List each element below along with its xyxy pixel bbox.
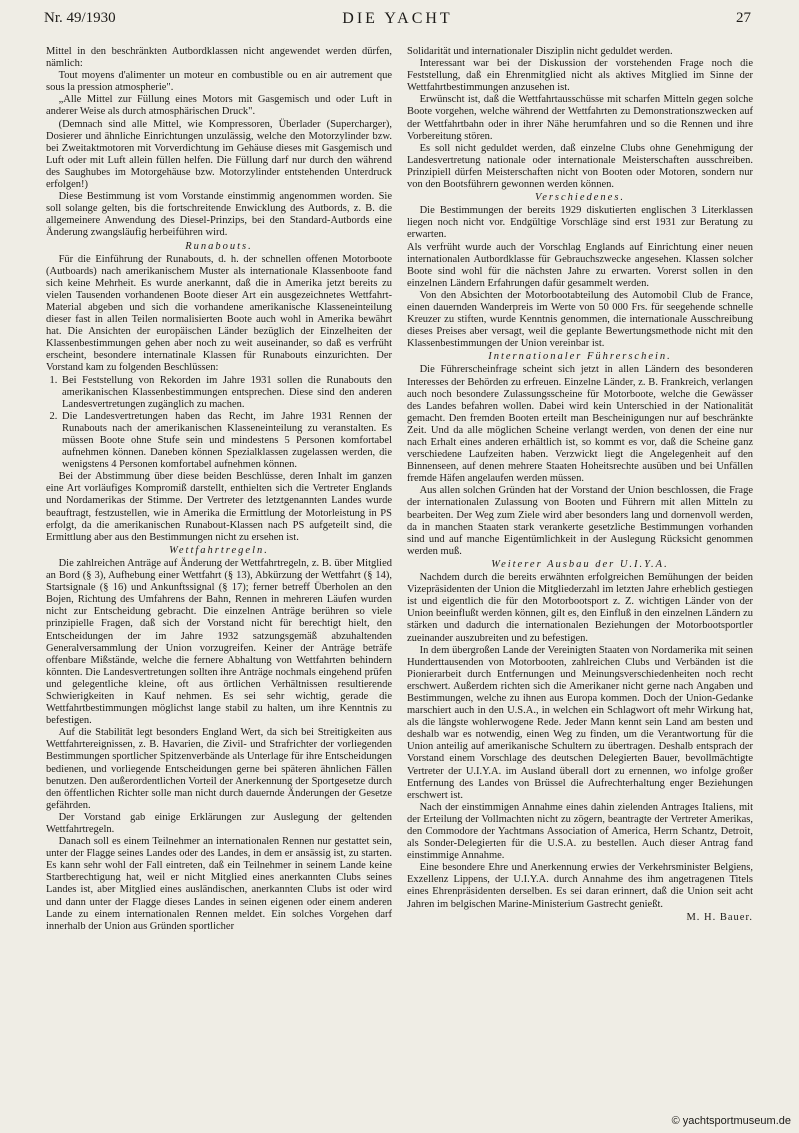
- paragraph: Nachdem durch die bereits erwähnten erfolgreichen Bemühungen der beiden Vizepräsidenten der Union die Mitgliederzahl im letzten Jahre erheblich gestiegen ist und eigentlich die für den Motorbootsport z. Z. wichtigen Länder von der Union beeinflußt werden können, gilt es, den Einfluß in den einzelnen Ländern zu stärken und dadurch die internationalen Beziehungen der Motorbootsportler zueinander auszubreiten und zu befestigen.: [407, 572, 753, 644]
- left-column: [46, 46, 392, 933]
- list-item: 1. Bei Feststellung von Rekorden im Jahre 1931 sollen die Runabouts den amerikanischen Klassenbestimmungen entsprechen. Diese sind den anderen Landesvertretungen zugänglich zu machen.: [60, 375, 392, 411]
- paragraph: Für die Einführung der Runabouts, d. h. der schnellen offenen Motorboote (Autboards) nach amerikanischem Muster als internationale Klassenboote fand sich keine Mehrheit. Es wurde anerkannt, daß die in Amerika jetzt bereits zu vielen Tausenden vorhandenen Boote dieser Art ein ausgezeichnetes Wettfahrt-Material abgeben und sich die vorhandene amerikanische Klasseneinteilung dieser fast in allen Teilen normalisierten Boote auch wohl in Amerika bewährt hat. Die Ansichten der europäischen Länder bezüglich der Einzelheiten der Klassenbestimmungen gehen aber noch zu weit auseinander, so daß es verfrüht erscheint, besondere internatinale Klassen für Runabouts einzurichten. Der Vorstand kam zu folgenden Beschlüssen:: [46, 253, 392, 374]
- paragraph: Die Bestimmungen der bereits 1929 diskutierten englischen 3 Literklassen liegen noch nicht vor. Endgültige Vorschläge sind erst 1931 zur Beratung zu erwarten.: [407, 205, 753, 241]
- paragraph: Mittel in den beschränkten Autbordklassen nicht angewendet werden dürfen, nämlich:: [46, 46, 392, 70]
- watermark: © yachtsportmuseum.de: [671, 1115, 791, 1127]
- paragraph: Von den Absichten der Motorbootabteilung des Automobil Club de France, einen dauernden Wanderpreis im Werte von 50 000 Frs. für seegehende schnelle Kreuzer zu stiften, wurde Kenntnis genommen, die internationale Ausschreibung dieses Preises aber versagt, weil die geplante Bewertungsmethode nicht mit den Klassenbestimmungen der Union vereinbar ist.: [407, 289, 753, 350]
- section-heading-ausbau: Weiterer Ausbau der U.I.Y.A.: [491, 558, 669, 570]
- paragraph: Es soll nicht geduldet werden, daß einzelne Clubs ohne Genehmigung der Landesvertretung nationale oder internationale Meisterschaften ausschreiben. Prinzipiell dürfen Meisterschaften nicht von Booten oder Motoren, sondern nur von den Bootsführern gewonnen werden können.: [407, 142, 753, 191]
- page-header: [44, 10, 751, 34]
- issue-number: Nr. 49/1930: [44, 10, 116, 26]
- paragraph: „Alle Mittel zur Füllung eines Motors mit Gasgemisch und oder Luft in anderer Weise als durch atmosphärischen Druck".: [46, 94, 392, 118]
- paragraph: Bei der Abstimmung über diese beiden Beschlüsse, deren Inhalt im ganzen eine Art vorläufiges Kompromiß darstellt, enthielten sich die Vertreter Englands und Nordamerikas der Stimme. Der Vertreter des letztgenannten Landes wurde beauftragt, festzustellen, wie in Amerika die Ermittlung der Motorleistung in PS erfolgt, da die amerikanischen Runabout-Klassen nach PS aufgeteilt sind, die Ermittlung aber aus den Bestimmungen nicht zu ersehen ist.: [46, 471, 392, 543]
- magazine-title: DIE YACHT: [342, 10, 453, 27]
- page-number: 27: [736, 10, 751, 26]
- section-heading-fuehrerschein: Internationaler Führerschein.: [488, 351, 672, 363]
- paragraph: Auf die Stabilität legt besonders England Wert, da sich bei Streitigkeiten aus Wettfahrtereignissen, z. B. Havarien, die Zivil- und Strafrichter der vorliegenden Bestimmungen sportlicher Spitzenverbände als Unterlage für ihre Entscheidungen bedienen, und vorliegende Entscheidungen gerne bei späteren ähnlichen Fällen benutzen. Den außerordentlichen Vorteil der Anerkennung der Sportgesetze durch den öffentlichen Richter solle man nicht durch dauernde Änderungen der Gesetze gefährden.: [46, 727, 392, 811]
- paragraph: Danach soll es einem Teilnehmer an internationalen Rennen nur gestattet sein, unter der Flagge seines Landes oder des Landes, in dem er ansässig ist, zu starten. Es kann sehr wohl der Fall eintreten, daß ein Teilnehmer in seinem Lande keine Startberechtigung hat, weil er nicht Mitglied eines anerkannten Clubs seines Landes ist, aber Mitglied eines ausländischen, anerkannten Clubs ist oder wird und dann unter der Flagge dieses Landes in seinen eigenen oder einem anderen Lande zu einem internationalen Rennen meldet. Ein solches Vorgehen darf innerhalb der Union aus Gründen sportlicher: [46, 836, 392, 932]
- right-column: [407, 46, 753, 924]
- paragraph: Aus allen solchen Gründen hat der Vorstand der Union beschlossen, die Frage der internationalen Zulassung von Booten und Führern mit allen Mitteln zu bearbeiten. Der Weg zum Ziele wird aber besonders lang und dornenvoll werden, da in manchen Staaten stark verankerte gesetzliche Bestimmungen vorhanden sind und auf manche Eigentümlichkeit in der Auslegung Rücksicht genommen werden muß.: [407, 485, 753, 557]
- list-item: 2. Die Landesvertretungen haben das Recht, im Jahre 1931 Rennen der Runabouts nach der amerikanischen Klasseneinteilung zu veranstalten. Es müssen Boote ohne Stufe sein und mindestens 5 Personen komfortabel aufnehmen können. Daneben können Spezialklassen zugelassen werden, die wenigstens 4 Personen komfortabel aufnehmen können.: [60, 411, 392, 471]
- paragraph: (Demnach sind alle Mittel, wie Kompressoren, Überlader (Supercharger), Dosierer und ähnliche Einrichtungen unzulässig, welche den Motorzylinder bzw. bei Zweitaktmotoren mit Vorverdichtung im Gehäuse dieses mit Gasgemisch und Luft oder mit Luft allein füllen helfen. Die Füllung darf nur durch den während des Saughubes im Motorgehäuse bzw. Motorzylinder entstehenden Unterdruck erfolgen!): [46, 118, 392, 191]
- author-signature: M. H. Bauer.: [686, 911, 753, 923]
- section-heading-verschiedenes: Verschiedenes.: [534, 192, 626, 204]
- section-heading-runabouts: Runabouts.: [185, 240, 253, 252]
- paragraph: Diese Bestimmung ist vom Vorstande einstimmig angenommen worden. Sie soll solange gelten, bis die fortschreitende Enwicklung des Autbords, z. B. die allgemeinere Anwendung des Diesel-Prinzips, bei den Standard-Autbords eine Änderung zwangsläufig herbeiführen wird.: [46, 191, 392, 239]
- paragraph: Als verfrüht wurde auch der Vorschlag Englands auf Einrichtung einer neuen internationalen Autbordklasse für Gebrauchszwecke angesehen. Klassen solcher Boote sind wohl für die nächsten Jahre zu erwarten. Vorerst sollen in den einzelnen Ländern Erfahrungen dafür gesammelt werden.: [407, 241, 753, 289]
- paragraph: Die zahlreichen Anträge auf Änderung der Wettfahrtregeln, z. B. über Mitglied an Bord (§ 3), Aufhebung einer Wettfahrt (§ 13), Abkürzung der Wettfahrt (§ 14), Startsignale (§ 16) und Ankunftssignal (§ 17); ferner betreff Überholen an den Bojen, Richtung des Umfahrens der Bahn, Rennen in mehreren Läufen wurden nicht zur Entscheidung gebracht. Die einzelnen Anträge berühren so viele prinzipielle Fragen, daß sich der Vorstand nicht für berechtigt hielt, den Entscheidungen der im Jahre 1932 satzungsgemäß abzuhaltenden Generalversammlung der Union vorzugreifen. Keiner der Anträge beträfe offenbare Mißstände, welche die fernere Abhaltung von Wettfahrten behindern könnten. Die Landesvertretungen sollten ihre Anträge nochmals eingehend prüfen und gelegentliche kleine, oft aus örtlichen Verhältnissen resultierende Schwierigkeiten in Kauf nehmen. Es sei sehr wichtig, gerade die Wettfahrtbestimmungen möglichst lange stabil zu halten, um ihre Kenntnis zu befestigen.: [46, 557, 392, 727]
- paragraph: Erwünscht ist, daß die Wettfahrtausschüsse mit scharfen Mitteln gegen solche Boote vorgehen, welche während der Wettfahrten zu Demonstrationszwecken auf der Wettfahrtbahn oder in ihrer Nähe herumfahren und so die Rennen und ihre Vorbereitung stören.: [407, 94, 753, 142]
- paragraph: Tout moyens d'alimenter un moteur en combustible ou en air autrement que sous la pression atmospherie".: [46, 70, 392, 94]
- paragraph: In dem übergroßen Lande der Vereinigten Staaten von Nordamerika mit seinen Hunderttausenden von Motorbooten, zahlreichen Clubs und Verbänden ist die Pionierarbeit durch Entfernungen und Meinungsverschiedenheiten noch recht erschwert. Außerdem richten sich die Amerikaner nicht gerne nach Angaben und Bestimmungen, welche zu ihnen aus Europa kommen. Doch der Union-Gedanke marschiert auch in den U.S.A., in welchen ein Schlagwort oft mehr Wirkung hat, als die längste wohlerwogene Rede. Jeder Mann kennt sein Land am besten und deshalb war es notwendig, einen Weg zu finden, um die Verantwortung für die Union anteilig auf amerikanische Schultern zu übertragen. Deshalb entsprach der Vorstand einem Vorschlage des deutschen Delegierten Bauer, bevollmächtigte Vertreter der U.I.Y.A. im Ausland überall dort zu ernennen, wo infolge großer Entfernung des Landes von Brüssel die Aufrechterhaltung enger Beziehungen erschwert ist.: [407, 644, 753, 801]
- paragraph: Der Vorstand gab einige Erklärungen zur Auslegung der geltenden Wettfahrtregeln.: [46, 811, 392, 835]
- paragraph: Eine besondere Ehre und Anerkennung erwies der Verkehrsminister Belgiens, Exzellenz Lippens, der U.I.Y.A. durch Annahme des ihm angetragenen Titels eines Ehrenpräsidenten derselben. Es sei daran erinnert, daß die Union seit acht Jahren im belgischen Marine-Ministerium Gastrecht genießt.: [407, 862, 753, 910]
- paragraph: Nach der einstimmigen Annahme eines dahin zielenden Antrages Italiens, mit der Erteilung der Vollmachten nicht zu zögern, beantragte der Vertreter Amerikas, den Commodore der Yachtmans Association of America, Herrn Schantz, Detroit, als Sonder-Delegierten für die U.S.A. zu bestellen. Auch dieser Antrag fand einstimmige Annahme.: [407, 801, 753, 862]
- paragraph: Solidarität und internationaler Disziplin nicht geduldet werden.: [407, 46, 673, 57]
- paragraph: Die Führerscheinfrage scheint sich jetzt in allen Ländern des besonderen Interesses der Behörden zu erfreuen. Einzelne Länder, z. B. Frankreich, verlangen auch noch besondere Zulassungsscheine für Motorboote, welche die Gewässer des Landes befahren wollen. Dabei wird kein Unterschied in der Nationalität gemacht. Den fremden Booten erteilt man Bescheinigungen nur auf beschränkte Zeit. Und da alle möglichen Scheine verlangt werden, von denen der eine nur nach Erhalt eines anderen erhältlich ist, so kommt es vor, daß die Scheine ganz verschiedene Laufzeiten haben. Verzwickt liegt die Angelegenheit auf den Binnenseen, auf denen mehrere Staaten Hoheitsrechte ausüben und bei Unfällen fremde Häfen angelaufen werden müssen.: [407, 364, 753, 485]
- paragraph: Interessant war bei der Diskussion der vorstehenden Frage noch die Feststellung, daß ein Ehrenmitglied nicht als aktives Mitglied im Sinne der Wettfahrtbestimmungen anzusehen ist.: [407, 58, 753, 94]
- resolutions-list: [46, 375, 392, 472]
- section-heading-wettfahrtregeln: Wettfahrtregeln.: [169, 544, 269, 556]
